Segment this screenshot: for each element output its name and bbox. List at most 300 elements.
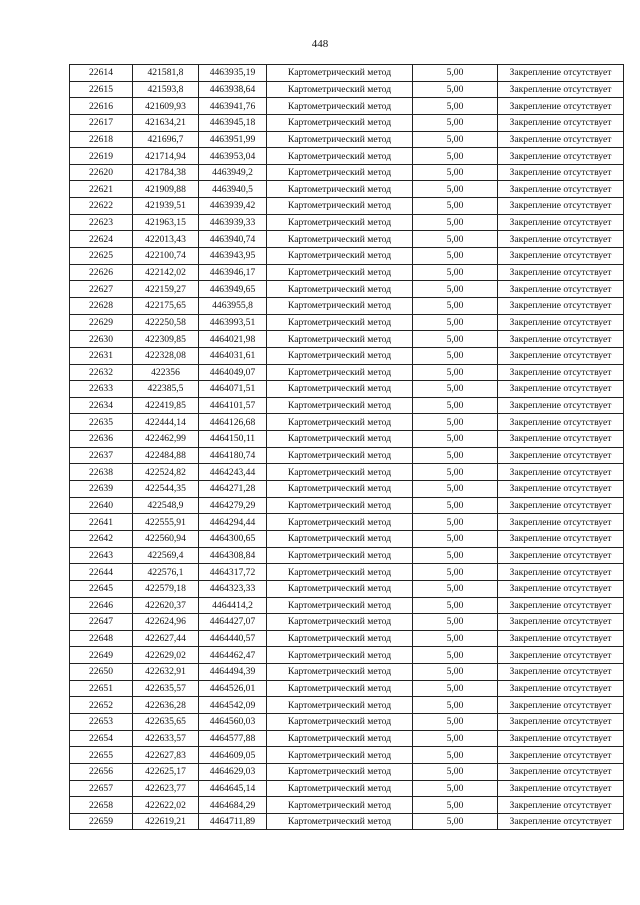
y-coordinate-cell: 4464071,51	[199, 381, 267, 398]
x-coordinate-cell: 422444,14	[133, 414, 199, 431]
fixation-cell: Закрепление отсутствует	[498, 547, 624, 564]
accuracy-cell: 5,00	[413, 797, 498, 814]
accuracy-cell: 5,00	[413, 580, 498, 597]
fixation-cell: Закрепление отсутствует	[498, 81, 624, 98]
method-cell: Картометрический метод	[267, 580, 413, 597]
fixation-cell: Закрепление отсутствует	[498, 747, 624, 764]
fixation-cell: Закрепление отсутствует	[498, 214, 624, 231]
fixation-cell: Закрепление отсутствует	[498, 730, 624, 747]
point-number-cell: 22630	[70, 331, 133, 348]
table-row	[70, 414, 624, 431]
fixation-cell: Закрепление отсутствует	[498, 514, 624, 531]
x-coordinate-cell: 422250,58	[133, 314, 199, 331]
method-cell: Картометрический метод	[267, 797, 413, 814]
fixation-cell: Закрепление отсутствует	[498, 347, 624, 364]
method-cell: Картометрический метод	[267, 214, 413, 231]
method-cell: Картометрический метод	[267, 65, 413, 82]
x-coordinate-cell: 421634,21	[133, 114, 199, 131]
method-cell: Картометрический метод	[267, 713, 413, 730]
fixation-cell: Закрепление отсутствует	[498, 763, 624, 780]
x-coordinate-cell: 422632,91	[133, 664, 199, 681]
accuracy-cell: 5,00	[413, 431, 498, 448]
fixation-cell: Закрепление отсутствует	[498, 331, 624, 348]
fixation-cell: Закрепление отсутствует	[498, 397, 624, 414]
x-coordinate-cell: 422524,82	[133, 464, 199, 481]
y-coordinate-cell: 4464542,09	[199, 697, 267, 714]
accuracy-cell: 5,00	[413, 530, 498, 547]
table-row	[70, 763, 624, 780]
fixation-cell: Закрепление отсутствует	[498, 580, 624, 597]
y-coordinate-cell: 4463938,64	[199, 81, 267, 98]
fixation-cell: Закрепление отсутствует	[498, 181, 624, 198]
y-coordinate-cell: 4464317,72	[199, 564, 267, 581]
accuracy-cell: 5,00	[413, 397, 498, 414]
fixation-cell: Закрепление отсутствует	[498, 680, 624, 697]
table-row	[70, 114, 624, 131]
fixation-cell: Закрепление отсутствует	[498, 198, 624, 215]
x-coordinate-cell: 422142,02	[133, 264, 199, 281]
fixation-cell: Закрепление отсутствует	[498, 297, 624, 314]
x-coordinate-cell: 422633,57	[133, 730, 199, 747]
table-row	[70, 231, 624, 248]
y-coordinate-cell: 4463945,18	[199, 114, 267, 131]
method-cell: Картометрический метод	[267, 481, 413, 498]
point-number-cell: 22629	[70, 314, 133, 331]
table-row	[70, 747, 624, 764]
accuracy-cell: 5,00	[413, 81, 498, 98]
method-cell: Картометрический метод	[267, 464, 413, 481]
y-coordinate-cell: 4464308,84	[199, 547, 267, 564]
point-number-cell: 22651	[70, 680, 133, 697]
y-coordinate-cell: 4464180,74	[199, 447, 267, 464]
table-row	[70, 81, 624, 98]
accuracy-cell: 5,00	[413, 131, 498, 148]
point-number-cell: 22634	[70, 397, 133, 414]
point-number-cell: 22643	[70, 547, 133, 564]
table-row	[70, 497, 624, 514]
method-cell: Картометрический метод	[267, 114, 413, 131]
accuracy-cell: 5,00	[413, 763, 498, 780]
accuracy-cell: 5,00	[413, 214, 498, 231]
point-number-cell: 22621	[70, 181, 133, 198]
table-row	[70, 164, 624, 181]
x-coordinate-cell: 422629,02	[133, 647, 199, 664]
accuracy-cell: 5,00	[413, 464, 498, 481]
accuracy-cell: 5,00	[413, 65, 498, 82]
x-coordinate-cell: 422627,83	[133, 747, 199, 764]
method-cell: Картометрический метод	[267, 597, 413, 614]
y-coordinate-cell: 4463949,65	[199, 281, 267, 298]
fixation-cell: Закрепление отсутствует	[498, 780, 624, 797]
y-coordinate-cell: 4464049,07	[199, 364, 267, 381]
fixation-cell: Закрепление отсутствует	[498, 164, 624, 181]
table-row	[70, 547, 624, 564]
table-row	[70, 148, 624, 165]
x-coordinate-cell: 422569,4	[133, 547, 199, 564]
fixation-cell: Закрепление отсутствует	[498, 431, 624, 448]
method-cell: Картометрический метод	[267, 164, 413, 181]
table-row	[70, 297, 624, 314]
fixation-cell: Закрепление отсутствует	[498, 148, 624, 165]
x-coordinate-cell: 421581,8	[133, 65, 199, 82]
method-cell: Картометрический метод	[267, 264, 413, 281]
method-cell: Картометрический метод	[267, 381, 413, 398]
method-cell: Картометрический метод	[267, 297, 413, 314]
fixation-cell: Закрепление отсутствует	[498, 314, 624, 331]
x-coordinate-cell: 422627,44	[133, 630, 199, 647]
y-coordinate-cell: 4463935,19	[199, 65, 267, 82]
y-coordinate-cell: 4463940,5	[199, 181, 267, 198]
method-cell: Картометрический метод	[267, 364, 413, 381]
point-number-cell: 22618	[70, 131, 133, 148]
accuracy-cell: 5,00	[413, 414, 498, 431]
point-number-cell: 22632	[70, 364, 133, 381]
point-number-cell: 22633	[70, 381, 133, 398]
point-number-cell: 22645	[70, 580, 133, 597]
accuracy-cell: 5,00	[413, 181, 498, 198]
accuracy-cell: 5,00	[413, 164, 498, 181]
fixation-cell: Закрепление отсутствует	[498, 381, 624, 398]
x-coordinate-cell: 422548,9	[133, 497, 199, 514]
table-row	[70, 314, 624, 331]
table-row	[70, 98, 624, 115]
table-row	[70, 447, 624, 464]
fixation-cell: Закрепление отсутствует	[498, 281, 624, 298]
point-number-cell: 22615	[70, 81, 133, 98]
method-cell: Картометрический метод	[267, 181, 413, 198]
method-cell: Картометрический метод	[267, 680, 413, 697]
table-row	[70, 780, 624, 797]
point-number-cell: 22658	[70, 797, 133, 814]
x-coordinate-cell: 422623,77	[133, 780, 199, 797]
point-number-cell: 22624	[70, 231, 133, 248]
fixation-cell: Закрепление отсутствует	[498, 264, 624, 281]
x-coordinate-cell: 422620,37	[133, 597, 199, 614]
y-coordinate-cell: 4464323,33	[199, 580, 267, 597]
point-number-cell: 22649	[70, 647, 133, 664]
accuracy-cell: 5,00	[413, 114, 498, 131]
y-coordinate-cell: 4464711,89	[199, 813, 267, 830]
accuracy-cell: 5,00	[413, 547, 498, 564]
table-row	[70, 464, 624, 481]
y-coordinate-cell: 4464243,44	[199, 464, 267, 481]
fixation-cell: Закрепление отсутствует	[498, 713, 624, 730]
accuracy-cell: 5,00	[413, 347, 498, 364]
point-number-cell: 22650	[70, 664, 133, 681]
point-number-cell: 22640	[70, 497, 133, 514]
y-coordinate-cell: 4463941,76	[199, 98, 267, 115]
point-number-cell: 22635	[70, 414, 133, 431]
accuracy-cell: 5,00	[413, 680, 498, 697]
method-cell: Картометрический метод	[267, 747, 413, 764]
accuracy-cell: 5,00	[413, 647, 498, 664]
page-number: 448	[311, 38, 329, 50]
method-cell: Картометрический метод	[267, 614, 413, 631]
accuracy-cell: 5,00	[413, 713, 498, 730]
accuracy-cell: 5,00	[413, 331, 498, 348]
point-number-cell: 22625	[70, 248, 133, 265]
x-coordinate-cell: 421696,7	[133, 131, 199, 148]
point-number-cell: 22631	[70, 347, 133, 364]
point-number-cell: 22637	[70, 447, 133, 464]
point-number-cell: 22654	[70, 730, 133, 747]
point-number-cell: 22628	[70, 297, 133, 314]
method-cell: Картометрический метод	[267, 98, 413, 115]
table-row	[70, 131, 624, 148]
table-row	[70, 530, 624, 547]
table-row	[70, 198, 624, 215]
method-cell: Картометрический метод	[267, 248, 413, 265]
y-coordinate-cell: 4464462,47	[199, 647, 267, 664]
y-coordinate-cell: 4463943,95	[199, 248, 267, 265]
table-row	[70, 614, 624, 631]
accuracy-cell: 5,00	[413, 630, 498, 647]
y-coordinate-cell: 4464494,39	[199, 664, 267, 681]
y-coordinate-cell: 4464577,88	[199, 730, 267, 747]
y-coordinate-cell: 4463949,2	[199, 164, 267, 181]
point-number-cell: 22648	[70, 630, 133, 647]
method-cell: Картометрический метод	[267, 231, 413, 248]
point-number-cell: 22642	[70, 530, 133, 547]
x-coordinate-cell: 421714,94	[133, 148, 199, 165]
y-coordinate-cell: 4463955,8	[199, 297, 267, 314]
y-coordinate-cell: 4464629,03	[199, 763, 267, 780]
accuracy-cell: 5,00	[413, 297, 498, 314]
table-row	[70, 797, 624, 814]
table-row	[70, 514, 624, 531]
y-coordinate-cell: 4464684,29	[199, 797, 267, 814]
fixation-cell: Закрепление отсутствует	[498, 248, 624, 265]
accuracy-cell: 5,00	[413, 614, 498, 631]
method-cell: Картометрический метод	[267, 530, 413, 547]
y-coordinate-cell: 4464021,98	[199, 331, 267, 348]
fixation-cell: Закрепление отсутствует	[498, 114, 624, 131]
table-row	[70, 264, 624, 281]
fixation-cell: Закрепление отсутствует	[498, 364, 624, 381]
x-coordinate-cell: 422484,88	[133, 447, 199, 464]
fixation-cell: Закрепление отсутствует	[498, 131, 624, 148]
point-number-cell: 22641	[70, 514, 133, 531]
method-cell: Картометрический метод	[267, 630, 413, 647]
accuracy-cell: 5,00	[413, 281, 498, 298]
table-row	[70, 281, 624, 298]
method-cell: Картометрический метод	[267, 281, 413, 298]
point-number-cell: 22614	[70, 65, 133, 82]
accuracy-cell: 5,00	[413, 730, 498, 747]
table-row	[70, 331, 624, 348]
x-coordinate-cell: 422419,85	[133, 397, 199, 414]
accuracy-cell: 5,00	[413, 98, 498, 115]
table-row	[70, 730, 624, 747]
point-number-cell: 22655	[70, 747, 133, 764]
table-row	[70, 481, 624, 498]
y-coordinate-cell: 4464150,11	[199, 431, 267, 448]
accuracy-cell: 5,00	[413, 447, 498, 464]
method-cell: Картометрический метод	[267, 780, 413, 797]
accuracy-cell: 5,00	[413, 264, 498, 281]
y-coordinate-cell: 4464101,57	[199, 397, 267, 414]
accuracy-cell: 5,00	[413, 497, 498, 514]
accuracy-cell: 5,00	[413, 481, 498, 498]
fixation-cell: Закрепление отсутствует	[498, 597, 624, 614]
y-coordinate-cell: 4463993,51	[199, 314, 267, 331]
method-cell: Картометрический метод	[267, 730, 413, 747]
y-coordinate-cell: 4463946,17	[199, 264, 267, 281]
x-coordinate-cell: 421939,51	[133, 198, 199, 215]
table-row	[70, 248, 624, 265]
point-number-cell: 22653	[70, 713, 133, 730]
accuracy-cell: 5,00	[413, 198, 498, 215]
point-number-cell: 22652	[70, 697, 133, 714]
method-cell: Картометрический метод	[267, 647, 413, 664]
method-cell: Картометрический метод	[267, 547, 413, 564]
table-row	[70, 664, 624, 681]
x-coordinate-cell: 422100,74	[133, 248, 199, 265]
point-number-cell: 22646	[70, 597, 133, 614]
accuracy-cell: 5,00	[413, 697, 498, 714]
fixation-cell: Закрепление отсутствует	[498, 530, 624, 547]
x-coordinate-cell: 422356	[133, 364, 199, 381]
coordinates-table-body	[70, 65, 624, 830]
x-coordinate-cell: 422175,65	[133, 297, 199, 314]
accuracy-cell: 5,00	[413, 664, 498, 681]
y-coordinate-cell: 4464645,14	[199, 780, 267, 797]
point-number-cell: 22647	[70, 614, 133, 631]
table-row	[70, 381, 624, 398]
y-coordinate-cell: 4464031,61	[199, 347, 267, 364]
coordinates-table	[69, 64, 624, 830]
point-number-cell: 22639	[70, 481, 133, 498]
point-number-cell: 22656	[70, 763, 133, 780]
method-cell: Картометрический метод	[267, 813, 413, 830]
fixation-cell: Закрепление отсутствует	[498, 98, 624, 115]
y-coordinate-cell: 4463953,04	[199, 148, 267, 165]
accuracy-cell: 5,00	[413, 514, 498, 531]
fixation-cell: Закрепление отсутствует	[498, 564, 624, 581]
x-coordinate-cell: 422624,96	[133, 614, 199, 631]
x-coordinate-cell: 422579,18	[133, 580, 199, 597]
fixation-cell: Закрепление отсутствует	[498, 481, 624, 498]
fixation-cell: Закрепление отсутствует	[498, 647, 624, 664]
fixation-cell: Закрепление отсутствует	[498, 464, 624, 481]
accuracy-cell: 5,00	[413, 747, 498, 764]
table-row	[70, 680, 624, 697]
y-coordinate-cell: 4463940,74	[199, 231, 267, 248]
point-number-cell: 22627	[70, 281, 133, 298]
fixation-cell: Закрепление отсутствует	[498, 447, 624, 464]
fixation-cell: Закрепление отсутствует	[498, 797, 624, 814]
y-coordinate-cell: 4464427,07	[199, 614, 267, 631]
method-cell: Картометрический метод	[267, 81, 413, 98]
point-number-cell: 22616	[70, 98, 133, 115]
accuracy-cell: 5,00	[413, 597, 498, 614]
fixation-cell: Закрепление отсутствует	[498, 65, 624, 82]
x-coordinate-cell: 421609,93	[133, 98, 199, 115]
y-coordinate-cell: 4463939,33	[199, 214, 267, 231]
table-row	[70, 813, 624, 830]
x-coordinate-cell: 422622,02	[133, 797, 199, 814]
method-cell: Картометрический метод	[267, 447, 413, 464]
method-cell: Картометрический метод	[267, 514, 413, 531]
method-cell: Картометрический метод	[267, 198, 413, 215]
method-cell: Картометрический метод	[267, 564, 413, 581]
method-cell: Картометрический метод	[267, 131, 413, 148]
table-row	[70, 347, 624, 364]
table-row	[70, 364, 624, 381]
x-coordinate-cell: 421909,88	[133, 181, 199, 198]
method-cell: Картометрический метод	[267, 397, 413, 414]
x-coordinate-cell: 422636,28	[133, 697, 199, 714]
table-row	[70, 580, 624, 597]
method-cell: Картометрический метод	[267, 697, 413, 714]
fixation-cell: Закрепление отсутствует	[498, 414, 624, 431]
x-coordinate-cell: 422385,5	[133, 381, 199, 398]
fixation-cell: Закрепление отсутствует	[498, 614, 624, 631]
x-coordinate-cell: 422462,99	[133, 431, 199, 448]
y-coordinate-cell: 4464609,05	[199, 747, 267, 764]
accuracy-cell: 5,00	[413, 564, 498, 581]
point-number-cell: 22636	[70, 431, 133, 448]
x-coordinate-cell: 422555,91	[133, 514, 199, 531]
y-coordinate-cell: 4464560,03	[199, 713, 267, 730]
point-number-cell: 22620	[70, 164, 133, 181]
table-row	[70, 65, 624, 82]
method-cell: Картометрический метод	[267, 431, 413, 448]
table-row	[70, 630, 624, 647]
fixation-cell: Закрепление отсутствует	[498, 630, 624, 647]
accuracy-cell: 5,00	[413, 248, 498, 265]
accuracy-cell: 5,00	[413, 364, 498, 381]
y-coordinate-cell: 4463939,42	[199, 198, 267, 215]
accuracy-cell: 5,00	[413, 148, 498, 165]
method-cell: Картометрический метод	[267, 331, 413, 348]
x-coordinate-cell: 422635,57	[133, 680, 199, 697]
table-row	[70, 431, 624, 448]
method-cell: Картометрический метод	[267, 763, 413, 780]
table-row	[70, 647, 624, 664]
y-coordinate-cell: 4464126,68	[199, 414, 267, 431]
y-coordinate-cell: 4464440,57	[199, 630, 267, 647]
accuracy-cell: 5,00	[413, 813, 498, 830]
table-row	[70, 597, 624, 614]
accuracy-cell: 5,00	[413, 231, 498, 248]
y-coordinate-cell: 4464279,29	[199, 497, 267, 514]
accuracy-cell: 5,00	[413, 381, 498, 398]
table-row	[70, 564, 624, 581]
point-number-cell: 22638	[70, 464, 133, 481]
y-coordinate-cell: 4464294,44	[199, 514, 267, 531]
y-coordinate-cell: 4464526,01	[199, 680, 267, 697]
point-number-cell: 22617	[70, 114, 133, 131]
x-coordinate-cell: 422309,85	[133, 331, 199, 348]
x-coordinate-cell: 422635,65	[133, 713, 199, 730]
point-number-cell: 22622	[70, 198, 133, 215]
x-coordinate-cell: 422159,27	[133, 281, 199, 298]
accuracy-cell: 5,00	[413, 780, 498, 797]
x-coordinate-cell: 421963,15	[133, 214, 199, 231]
point-number-cell: 22659	[70, 813, 133, 830]
x-coordinate-cell: 422619,21	[133, 813, 199, 830]
x-coordinate-cell: 421784,38	[133, 164, 199, 181]
fixation-cell: Закрепление отсутствует	[498, 697, 624, 714]
x-coordinate-cell: 422013,43	[133, 231, 199, 248]
x-coordinate-cell: 422328,08	[133, 347, 199, 364]
point-number-cell: 22657	[70, 780, 133, 797]
fixation-cell: Закрепление отсутствует	[498, 664, 624, 681]
point-number-cell: 22644	[70, 564, 133, 581]
x-coordinate-cell: 422560,94	[133, 530, 199, 547]
method-cell: Картометрический метод	[267, 347, 413, 364]
